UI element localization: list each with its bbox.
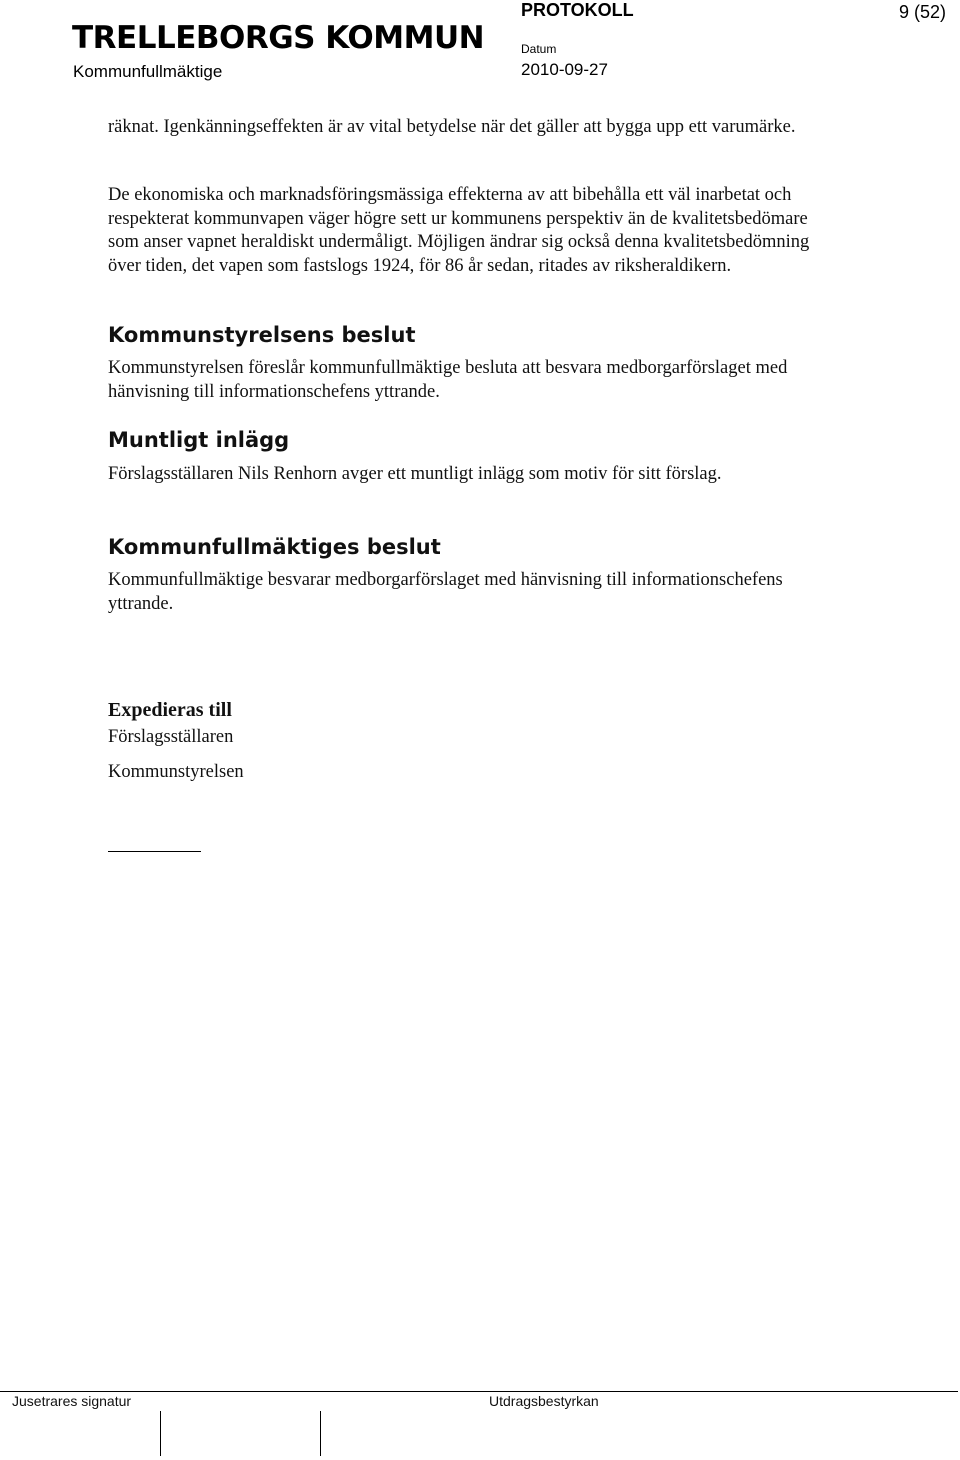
signature-box-divider [160,1411,161,1456]
organization-body: Kommunfullmäktige [73,62,223,81]
distribution-recipient [108,761,828,785]
date-label: Datum [521,42,557,56]
section-text: Kommunstyrelsen föreslår kommunfullmäktige besluta att besvara medborgarförslaget med hänvisning till informationschefens yttrande. [108,358,788,402]
section-kommunfullmaktiges-beslut-body [108,569,828,616]
distribution-heading: Expedieras till [108,699,232,721]
paragraph-1 [108,116,828,140]
distribution-recipient [108,726,828,750]
section-heading: Kommunfullmäktiges beslut [108,535,441,559]
recipient-name: Förslagsställaren [108,727,234,747]
distribution-block [108,699,828,722]
page-number: 9 (52) [898,2,946,22]
date-value: 2010-09-27 [521,60,608,79]
separator-line [108,851,201,852]
section-text: Kommunfullmäktige besvarar medborgarförslaget med hänvisning till informationschefens yttrande. [108,570,783,614]
section-kommunfullmaktiges-beslut [108,535,828,559]
signature-box-divider [320,1411,321,1456]
paragraph-1-text: räknat. Igenkänningseffekten är av vital betydelse när det gäller att bygga upp ett varumärke. [108,117,796,137]
certification-label: Utdragsbestyrkan [489,1393,599,1409]
section-muntligt-inlagg [108,428,828,452]
section-text: Förslagsställaren Nils Renhorn avger ett muntligt inlägg som motiv för sitt förslag. [108,464,722,484]
section-heading: Kommunstyrelsens beslut [108,323,416,347]
organization-name: TRELLEBORGS KOMMUN [72,20,485,56]
recipient-name: Kommunstyrelsen [108,762,244,782]
paragraph-2-text: De ekonomiska och marknadsföringsmässiga effekterna av att bibehålla ett väl inarbetat och respekterat kommunvapen väger högre sett ur kommunens perspektiv än de kvalitetsbedömare som anser vapnet heraldiskt undermåligt. Möjligen ändrar sig också denna kvalitetsbedömning över tiden, det vapen som fastslogs 1924, för 86 år sedan, ritades av riksheraldikern. [108,185,810,276]
section-muntligt-inlagg-body [108,463,828,487]
section-kommunstyrelsens-beslut-body [108,357,828,404]
section-heading: Muntligt inlägg [108,428,290,452]
section-kommunstyrelsens-beslut [108,323,828,347]
footer-divider [0,1391,958,1392]
paragraph-2 [108,184,828,278]
document-type: PROTOKOLL [521,0,634,20]
signature-label: Jusetrares signatur [12,1393,132,1409]
